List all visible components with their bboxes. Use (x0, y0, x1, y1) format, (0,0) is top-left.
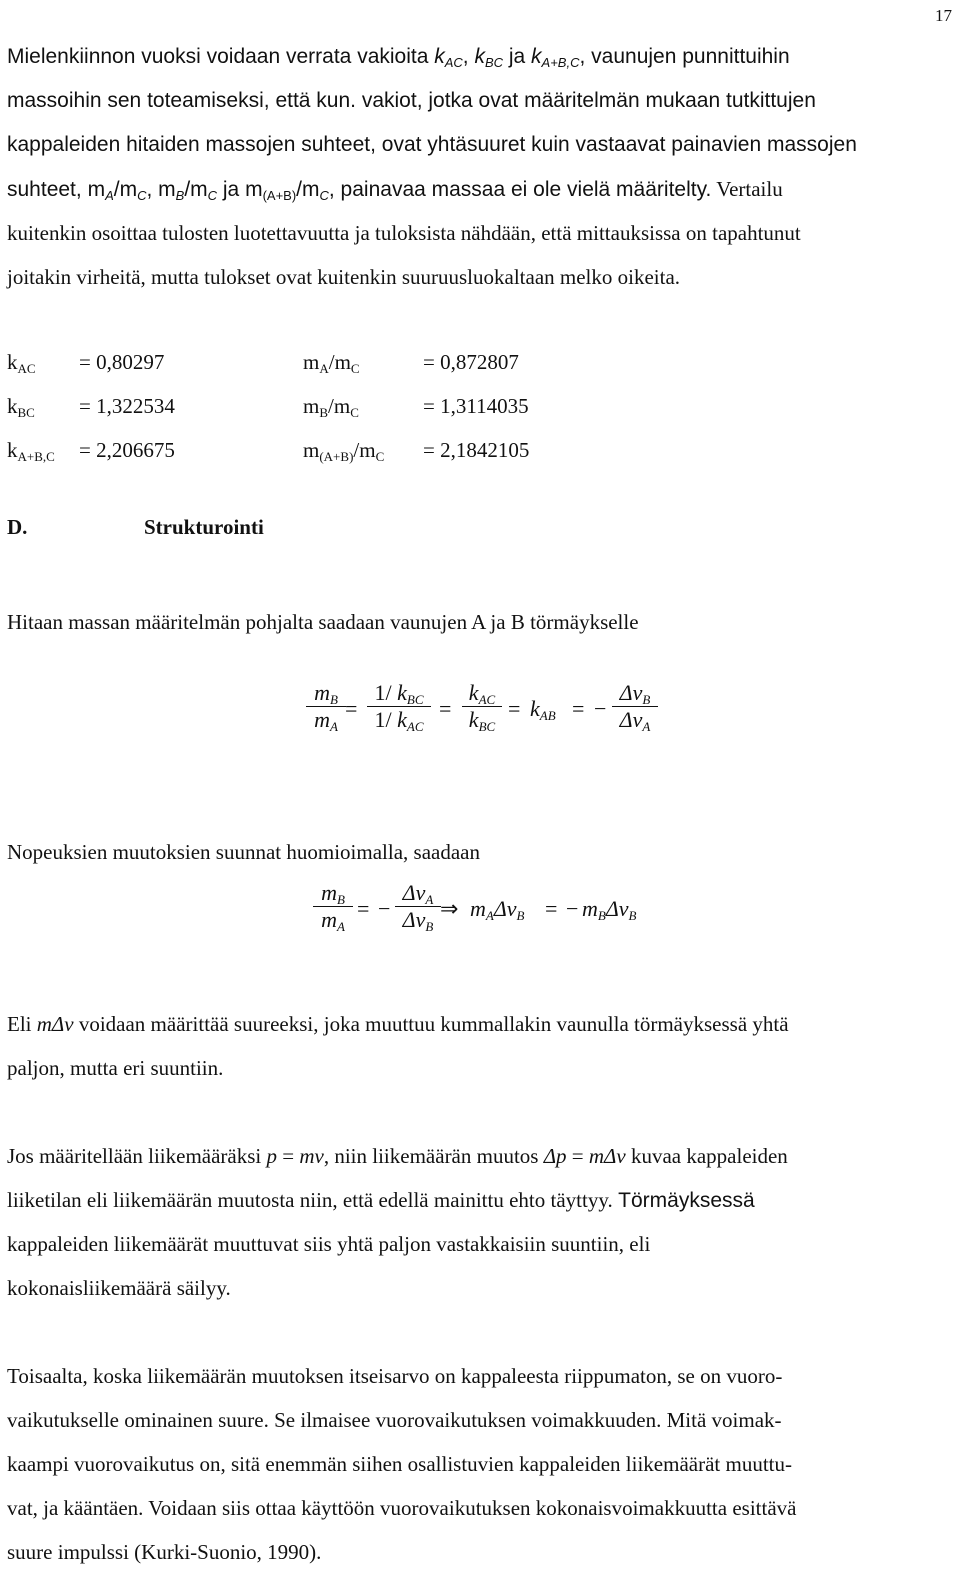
delta-v: Δv (605, 896, 629, 921)
symbol-m: m (87, 178, 106, 201)
k-value: = 0,80297 (79, 350, 165, 374)
numerator (612, 680, 658, 706)
text: Vertailu (711, 177, 783, 201)
symbol-k: k (397, 680, 407, 705)
momentum-line-4: kokonaisliikemäärä säilyy. (7, 1276, 231, 1300)
subscript: BC (478, 719, 496, 734)
symbol-m: m (321, 907, 337, 932)
subscript: B (319, 405, 329, 420)
subscript: B (642, 692, 651, 707)
symbol-k: k (474, 45, 485, 68)
impulse-line-4: vat, ja kääntäen. Voidaan siis ottaa käyttöön vuorovaikutuksen kokonaisvoimakkuutta esittävä (7, 1496, 797, 1520)
symbol-m: m (303, 394, 320, 418)
symbol-m: m (190, 178, 208, 201)
fraction-velocity-ratio (612, 680, 658, 733)
text: , niin liikemäärän muutos (323, 1144, 544, 1168)
denominator (367, 707, 431, 733)
text: , (462, 45, 475, 68)
symbol-m: m (470, 896, 486, 921)
numerator (306, 680, 346, 706)
denominator (462, 707, 502, 733)
fraction-inverse-k (367, 680, 431, 733)
text: Eli (7, 1012, 37, 1036)
intro-line-6: joitakin virheitä, mutta tulokset ovat kuitenkin suuruusluokaltaan melko oikeita. (7, 265, 681, 289)
delta-v: Δv (619, 707, 643, 732)
text: /m (328, 350, 351, 374)
section-title: Strukturointi (144, 515, 264, 539)
symbol-m: m (158, 178, 176, 201)
symbol-p: p (266, 1144, 277, 1168)
k-ab (530, 696, 556, 722)
text: = (277, 1144, 300, 1168)
intro-line-3: kappaleiden hitaiden massojen suhteet, ovat yhtäsuuret kuin vastaavat painavien massojen (7, 133, 857, 156)
impulse-line-3: kaampi vuorovaikutus on, sitä enemmän siihen osallistuvien kappaleiden liikemäärät muuttu- (7, 1452, 792, 1476)
intro-line-1 (7, 35, 955, 79)
numerator (395, 880, 441, 906)
fraction-mb-ma (306, 680, 346, 733)
text: kuvaa kappaleiden (625, 1144, 788, 1168)
subscript: B (516, 908, 525, 923)
subscript: AC (17, 361, 36, 376)
symbol-m: m (582, 896, 598, 921)
k-label (7, 384, 35, 428)
delta-v: Δv (51, 1012, 74, 1036)
delta-v: Δv (619, 680, 643, 705)
mass-ratio-value: = 1,3114035 (423, 394, 529, 418)
numerator (313, 880, 353, 906)
equals-sign: = (572, 696, 585, 721)
momentum-line-3: kappaleiden liikemäärät muuttuvat siis yhtä paljon vastakkaisiin suuntiin, eli (7, 1232, 651, 1256)
text: suhteet, (7, 178, 88, 201)
subscript: B (175, 188, 185, 203)
symbol-m: m (302, 178, 320, 201)
text: , vaunujen punnittuihin (579, 45, 790, 68)
denominator (395, 907, 441, 933)
subscript: AC (444, 55, 463, 70)
equals-sign: = (545, 896, 558, 921)
subscript: C (350, 405, 359, 420)
minus-sign: − (566, 896, 579, 921)
momentum-line-1 (7, 1134, 955, 1178)
minus-sign: − (378, 896, 391, 921)
page-number: 17 (935, 6, 952, 25)
fraction-k-ratio (462, 680, 502, 733)
subscript: (A+B) (319, 449, 354, 464)
mass-ratio-value: = 2,1842105 (423, 438, 530, 462)
text: = (566, 1144, 589, 1168)
text: Jos määritellään liikemääräksi (7, 1144, 267, 1168)
symbol-k: k (530, 696, 540, 721)
symbol-mv: mv (299, 1144, 324, 1168)
subscript: A (329, 719, 338, 734)
subscript: A (336, 919, 345, 934)
subscript: A+B,C (17, 449, 55, 464)
impulse-line-1: Toisaalta, koska liikemäärän muutoksen itseisarvo on kappaleesta riippumaton, se on vuoro- (7, 1364, 783, 1388)
symbol-m: m (303, 438, 320, 462)
symbol-m: m (245, 178, 263, 201)
symbol-k: k (7, 438, 18, 462)
subscript: BC (484, 55, 504, 70)
subscript: A (105, 188, 114, 203)
momentum-change-a (470, 896, 524, 922)
subscript: A (485, 908, 494, 923)
delta-v: Δv (402, 880, 426, 905)
symbol-k: k (468, 680, 479, 705)
mass-ratio-value: = 0,872807 (423, 350, 519, 374)
subscript: A (425, 892, 434, 907)
subscript: B (336, 892, 345, 907)
minus-sign: − (594, 696, 607, 721)
denominator (612, 707, 658, 733)
symbol-m: m (303, 350, 320, 374)
subscript: AC (406, 719, 424, 734)
k-value: = 1,322534 (79, 394, 175, 418)
section-label: D. (7, 515, 28, 539)
delta-v: Δv (493, 896, 517, 921)
text: / (113, 178, 120, 201)
symbol-m: m (314, 680, 330, 705)
text: voidaan määrittää suureeksi, joka muuttuu kummallakin vaunulla törmäyksessä yhtä (73, 1012, 789, 1036)
subscript: B (597, 908, 606, 923)
intro-line-5: kuitenkin osoittaa tulosten luotettavuutta ja tuloksista nähdään, että mittauksissa on tapahtunut (7, 221, 801, 245)
subscript: B (329, 692, 338, 707)
text: 1/ (374, 707, 398, 732)
text: 1/ (374, 680, 398, 705)
denominator (306, 707, 346, 733)
equals-sign: = (357, 896, 370, 921)
denominator (313, 907, 353, 933)
text: Mielenkiinnon vuoksi voidaan verrata vakioita (7, 45, 435, 68)
text: / (184, 178, 191, 201)
symbol-k: k (7, 394, 18, 418)
symbol-k: k (7, 350, 18, 374)
numerator (367, 680, 431, 706)
subscript: C (350, 361, 360, 376)
text: Törmäyksessä (612, 1189, 755, 1212)
text: , painavaa massaa ei ole vielä määritelty. (328, 178, 712, 201)
symbol-k: k (468, 707, 479, 732)
subscript: AB (539, 708, 556, 723)
impulse-line-2: vaikutukselle ominainen suure. Se ilmaisee vuorovaikutuksen voimakkuuden. Mitä voimak- (7, 1408, 782, 1432)
symbol-m: m (321, 880, 337, 905)
intro-line-2: massoihin sen toteamiseksi, että kun. vakiot, jotka ovat määritelmän mukaan tutkittujen (7, 89, 816, 112)
symbol-k: k (397, 707, 407, 732)
equals-sign: = (345, 696, 358, 721)
text: /m (328, 394, 351, 418)
intro-line-4 (7, 167, 955, 212)
implies-arrow-icon: ⇒ (440, 896, 459, 921)
numerator (462, 680, 502, 706)
mdv-line-2: paljon, mutta eri suuntiin. (7, 1056, 224, 1080)
subscript: BC (406, 692, 424, 707)
mass-ratio-label (303, 428, 384, 472)
subscript: C (375, 449, 385, 464)
text: , (146, 178, 159, 201)
impulse-line-5: suure impulssi (Kurki-Suonio, 1990). (7, 1540, 322, 1564)
mass-ratio-label (303, 384, 359, 428)
subscript: A (319, 361, 329, 376)
delta-p: Δp (543, 1144, 567, 1168)
fraction-velocity-ratio (395, 880, 441, 933)
text: ja (503, 45, 532, 68)
symbol-k: k (434, 45, 445, 68)
subscript: AC (478, 692, 496, 707)
symbol-m: m (36, 1012, 52, 1036)
subscript: B (425, 919, 434, 934)
symbol-m: m (314, 707, 330, 732)
symbol-mdv: mΔv (588, 1144, 626, 1168)
equals-sign: = (508, 696, 521, 721)
symbol-k: k (531, 45, 542, 68)
subscript: (A+B) (262, 188, 297, 203)
k-value: = 2,206675 (79, 438, 175, 462)
k-label (7, 340, 36, 384)
subscript: C (137, 188, 147, 203)
text: /m (353, 438, 376, 462)
momentum-line-2 (7, 1178, 955, 1223)
mdv-line-1 (7, 1002, 955, 1046)
equals-sign: = (439, 696, 452, 721)
text: ja (217, 178, 246, 201)
paragraph-directions: Nopeuksien muutoksien suunnat huomioimalla, saadaan (7, 840, 480, 864)
subscript: B (628, 908, 637, 923)
subscript: C (319, 188, 329, 203)
mass-ratio-label (303, 340, 360, 384)
symbol-m: m (119, 178, 138, 201)
paragraph-collision: Hitaan massan määritelmän pohjalta saadaan vaunujen A ja B törmäykselle (7, 610, 639, 634)
momentum-change-b (582, 896, 636, 922)
text: / (296, 178, 302, 201)
subscript: A (642, 719, 651, 734)
fraction-mb-ma (313, 880, 353, 933)
subscript: C (207, 188, 218, 203)
subscript: BC (17, 405, 35, 420)
text: liiketilan eli liikemäärän muutosta niin, että edellä mainittu ehto täyttyy. (7, 1188, 613, 1212)
k-label (7, 428, 55, 472)
delta-v: Δv (402, 907, 426, 932)
subscript: A+B,C (541, 55, 580, 70)
